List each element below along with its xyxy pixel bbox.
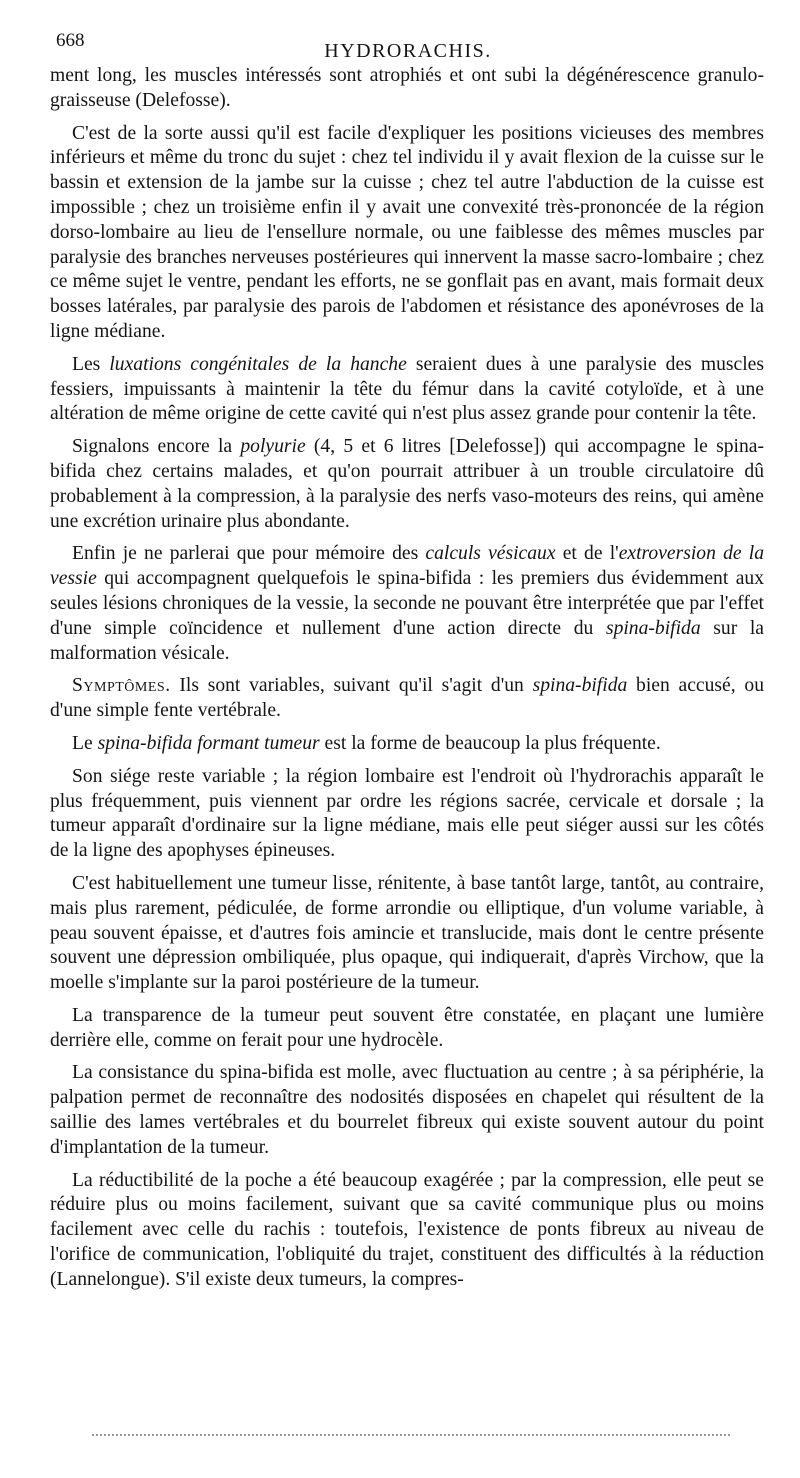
paragraph (50, 1004, 764, 1054)
paragraph (50, 1061, 764, 1160)
italic-text: spina-bifida formant tumeur (97, 732, 320, 754)
text-run: La consistance du spina-bifida est molle, avec fluctuation au centre ; à sa périphérie, la palpation permet de reconnaître des nodosités disposées en chapelet qui résultent de la saillie des lames vertébrales et du bourrelet fibreux qui existe souvent autour du point d'implantation de la tumeur. (50, 1062, 764, 1158)
paragraph (50, 435, 764, 534)
paragraph (50, 674, 764, 724)
text-run: C'est habituellement une tumeur lisse, rénitente, à base tantôt large, tantôt, au contraire, mais plus rarement, pédiculée, de forme arrondie ou elliptique, d'un volume variable, à peau souvent épaisse, et d'autres fois amincie et translucide, mais dont le centre présente souvent une dépression ombiliquée, plus opaque, qui indiquerait, d'après Virchow, que la moelle s'implante sur la paroi postérieure de la tumeur. (50, 872, 764, 994)
text-run: sur la malformation vésicale. (50, 617, 764, 664)
text-run: ment long, les muscles intéressés sont atrophiés et ont subi la dégénérescence granulo-graisseuse (Delefosse). (50, 65, 764, 111)
text-run: Son siége reste variable ; la région lombaire est l'endroit où l'hydrorachis apparaît le plus fréquemment, puis viennent par ordre les régions sacrée, cervicale et dorsale ; la tumeur apparaît d'ordinaire sur la ligne médiane, mais elle peut siéger aussi sur les côtés de la ligne des apophyses épineuses. (50, 765, 764, 862)
text-run: (4, 5 et 6 litres [Delefosse]) qui accompagne le spina-bifida chez certains malades, et qu'on pourrait attribuer à un trouble circulatoire dû probablement à la compression, à la paralysie des nerfs vaso-moteurs des reins, qui amène une excrétion urinaire plus abondante. (50, 436, 765, 532)
page-number: 668 (56, 30, 85, 51)
paragraph (50, 1169, 764, 1293)
text-run: Les (72, 353, 110, 375)
text-run: Signalons encore la (72, 436, 241, 458)
text-run: La transparence de la tumeur peut souvent être constatée, en plaçant une lumière derrière elle, comme on ferait pour une hydrocèle. (50, 1004, 764, 1051)
paragraph (50, 872, 764, 996)
text-run: bien accusé, ou d'une simple fente vertébrale. (50, 675, 764, 722)
text-run: La réductibilité de la poche a été beaucoup exagérée ; par la compression, elle peut se réduire plus ou moins facilement, suivant que sa cavité communique plus ou moins facilement avec celle du rachis : toutefois, l'existence de ponts fibreux au niveau de l'orifice de communication, l'obliquité du trajet, constituent des difficultés à la réduction (Lannelongue). S'il existe deux tumeurs, la compres- (50, 1169, 764, 1290)
text-run: et de l' (555, 543, 619, 565)
footer-dotted-rule (92, 1434, 730, 1436)
paragraph (50, 542, 764, 666)
text-run: C'est de la sorte aussi qu'il est facile d'expliquer les positions vicieuses des membres inférieurs et même du tronc du sujet : chez tel individu il y avait flexion de la cuisse sur le bassin et extension de la jambe sur la cuisse ; chez tel autre l'abduction de la cuisse est impossible ; chez un troisième enfin il y avait une convexité très-prononcée de la région dorso-lombaire au lieu de l'ensellure normale, ou une faiblesse des mêmes muscles par paralysie des branches nerveuses postérieures qui innervent la masse sacro-lombaire ; chez ce même sujet le ventre, pendant les efforts, ne se gonflait pas en avant, mais formait deux bosses latérales, par paralysie des parois de l'abdomen et résistance des aponévroses de la ligne médiane. (50, 122, 764, 342)
italic-text: luxations congénitales de la hanche (109, 353, 407, 375)
text-run: Le (72, 732, 98, 754)
italic-text: polyurie (240, 436, 306, 458)
text-run: Ils sont variables, suivant qu'il s'agit d'un (170, 675, 533, 697)
italic-text: calculs vésicaux (425, 543, 556, 565)
text-run: seraient dues à une paralysie des muscles fessiers, impuissants à maintenir la tête du fémur dans la cavité cotyloïde, et à une altération de même origine de cette cavité qui n'est plus assez grande pour contenir la tête. (50, 353, 764, 425)
section-heading: Symptômes. (72, 675, 171, 697)
text-run: qui accompagnent quelquefois le spina-bifida : les premiers dus évidemment aux seules lésions chroniques de la vessie, la seconde ne pouvant être interprétée que par l'effet d'une simple coïncidence et nullement d'une action directe du (50, 568, 764, 639)
paragraph (50, 765, 764, 864)
running-title: HYDRORACHIS. (324, 40, 492, 62)
italic-text: spina-bifida (532, 675, 628, 697)
italic-text: spina-bifida (605, 617, 701, 639)
paragraph (50, 64, 764, 114)
page-header (56, 30, 760, 62)
paragraph (50, 732, 764, 757)
italic-text: extroversion de la vessie (50, 543, 764, 590)
body-text (50, 64, 764, 1301)
text-run: Enfin je ne parlerai que pour mémoire des (72, 543, 426, 565)
text-run: est la forme de beaucoup la plus fréquente. (319, 732, 661, 754)
paragraph (50, 353, 764, 427)
paragraph (50, 122, 764, 345)
